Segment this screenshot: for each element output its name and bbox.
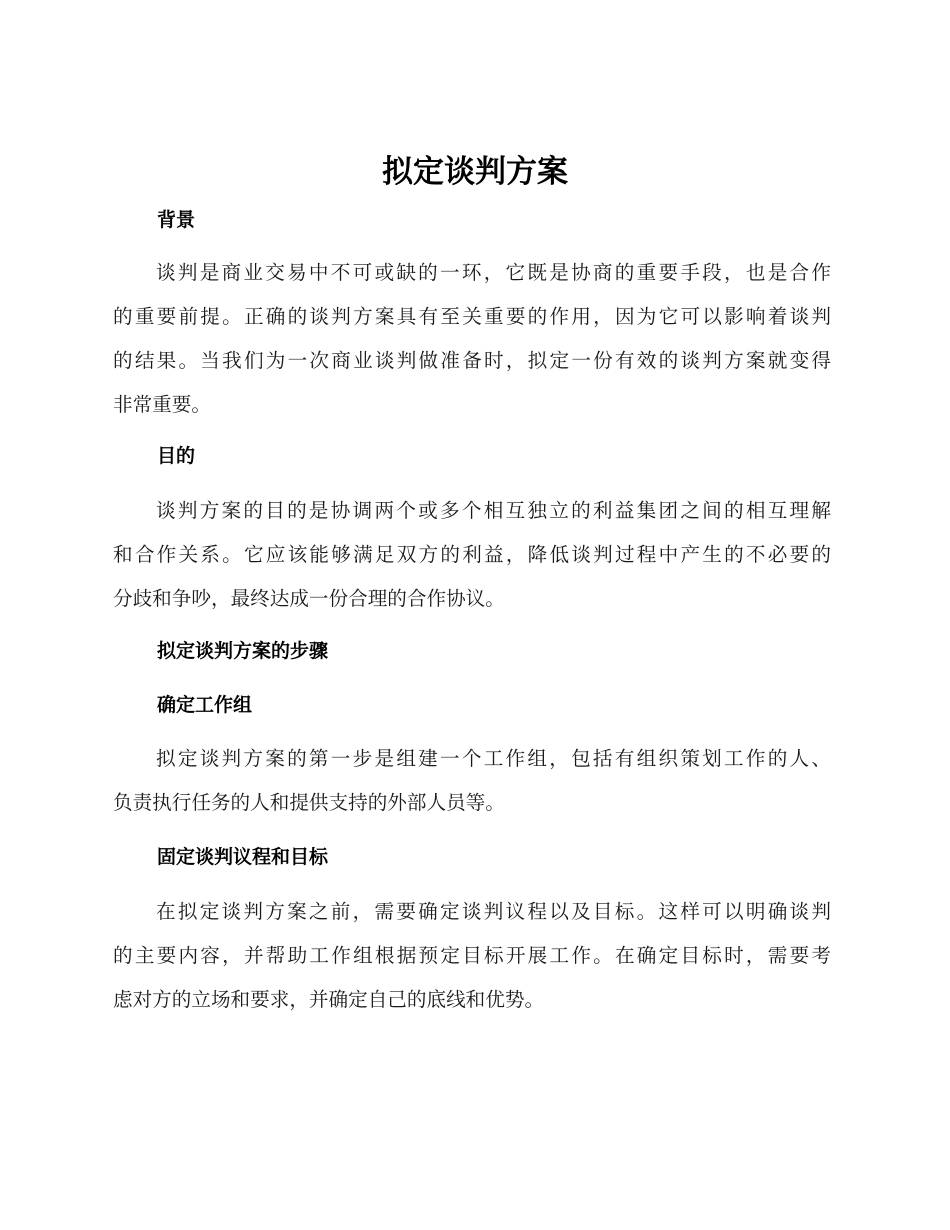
- paragraph-line: 的主要内容，并帮助工作组根据预定目标开展工作。在确定目标时，需要考: [113, 944, 831, 967]
- paragraph-line: 谈判方案的目的是协调两个或多个相互独立的利益集团之间的相互理解: [156, 499, 831, 522]
- section-heading-steps: 拟定谈判方案的步骤: [157, 640, 329, 662]
- paragraph-line: 虑对方的立场和要求，并确定自己的底线和优势。: [113, 988, 545, 1011]
- document-title: 拟定谈判方案: [382, 154, 568, 190]
- section-heading-agenda-goals: 固定谈判议程和目标: [157, 846, 329, 868]
- paragraph-line: 负责执行任务的人和提供支持的外部人员等。: [113, 791, 505, 814]
- paragraph-working-group: [113, 737, 831, 825]
- paragraph-agenda-goals: [113, 890, 831, 1022]
- paragraph-purpose: [113, 489, 831, 621]
- paragraph-line: 拟定谈判方案的第一步是组建一个工作组，包括有组织策划工作的人、: [156, 747, 831, 770]
- section-heading-purpose: 目的: [157, 445, 196, 467]
- paragraph-line: 谈判是商业交易中不可或缺的一环，它既是协商的重要手段，也是合作: [156, 261, 831, 284]
- paragraph-line: 在拟定谈判方案之前，需要确定谈判议程以及目标。这样可以明确谈判: [156, 900, 831, 923]
- paragraph-line: 分歧和争吵，最终达成一份合理的合作协议。: [113, 587, 505, 610]
- paragraph-line: 的重要前提。正确的谈判方案具有至关重要的作用，因为它可以影响着谈判: [113, 305, 831, 328]
- section-heading-working-group: 确定工作组: [157, 694, 253, 716]
- section-heading-background: 背景: [157, 209, 196, 231]
- paragraph-line: 和合作关系。它应该能够满足双方的利益，降低谈判过程中产生的不必要的: [113, 543, 831, 566]
- paragraph-background: [113, 251, 831, 427]
- paragraph-line: 的结果。当我们为一次商业谈判做准备时，拟定一份有效的谈判方案就变得: [113, 349, 831, 372]
- paragraph-line: 非常重要。: [113, 393, 211, 416]
